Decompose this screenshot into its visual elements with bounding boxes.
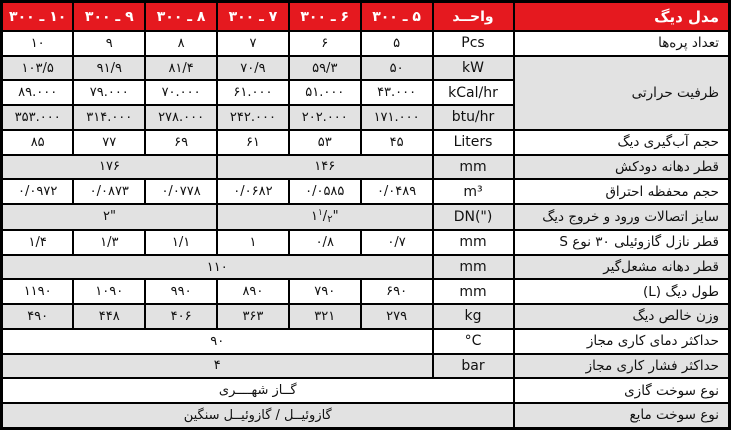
unit-cell-btu: btu/hr	[433, 105, 514, 130]
value-cell: ۹	[73, 31, 145, 56]
value-cell: ۰/۰۴۸۹	[361, 179, 433, 204]
value-cell: ۱۰	[2, 31, 74, 56]
row-net-weight	[2, 304, 730, 329]
header-model-300-8: ۳۰۰ ـ ۸	[145, 2, 217, 32]
value-cell: ۷۰/۹	[217, 56, 289, 81]
value-cell: ۱/۳	[73, 230, 145, 255]
table-header-row	[2, 2, 730, 32]
value-cell: ۱/۴	[2, 230, 74, 255]
value-cell: ۳۱۴.۰۰۰	[73, 105, 145, 130]
value-cell: ۴۰۶	[145, 304, 217, 329]
value-cell: ۲۷۸.۰۰۰	[145, 105, 217, 130]
value-cell: ۰/۰۹۷۲	[2, 179, 74, 204]
row-max-temperature	[2, 329, 730, 354]
row-combustion-chamber	[2, 179, 730, 204]
value-cell: ۱۰۳/۵	[2, 56, 74, 81]
value-cell: ۳۵۳.۰۰۰	[2, 105, 74, 130]
row-chimney-diameter	[2, 155, 730, 180]
value-cell: ۳۶۳	[217, 304, 289, 329]
unit-cell-fins: Pcs	[433, 31, 514, 56]
value-cell-liquid-fuel: گازوئیــل / گازوئیــل سنگین	[2, 403, 514, 429]
row-label-length: طول دیگ (L)	[514, 279, 730, 304]
row-capacity-kw	[2, 56, 730, 81]
row-label-burner-opening: قطر دهانه مشعل‌گیر	[514, 255, 730, 280]
row-label-weight: وزن خالص دیگ	[514, 304, 730, 329]
header-model-300-6: ۳۰۰ ـ ۶	[289, 2, 361, 32]
row-max-pressure	[2, 354, 730, 379]
value-cell: ۶	[289, 31, 361, 56]
fraction-numerator: ۱	[317, 208, 323, 219]
inch-mark: "	[332, 209, 339, 225]
header-model-300-9: ۳۰۰ ـ ۹	[73, 2, 145, 32]
value-cell: ۰/۷	[361, 230, 433, 255]
value-cell: ۷۹.۰۰۰	[73, 80, 145, 105]
value-cell: ۳۲۱	[289, 304, 361, 329]
value-cell: ۸۵	[2, 130, 74, 155]
header-model-300-10: ۳۰۰ ـ ۱۰	[2, 2, 74, 32]
unit-cell-chamber: m³	[433, 179, 514, 204]
value-cell: ۶۱	[217, 130, 289, 155]
value-cell: ۴۹۰	[2, 304, 74, 329]
value-cell: ۰/۸	[289, 230, 361, 255]
inch-fraction	[311, 208, 339, 225]
unit-cell-kcal: kCal/hr	[433, 80, 514, 105]
header-model-label: مدل دیگ	[514, 2, 730, 32]
unit-cell-connections: DN(")	[433, 204, 514, 230]
unit-cell-weight: kg	[433, 304, 514, 329]
row-gas-fuel-type	[2, 378, 730, 403]
value-cell: ۱۷۱.۰۰۰	[361, 105, 433, 130]
value-cell: ۹۹۰	[145, 279, 217, 304]
value-cell: ۲۰۲.۰۰۰	[289, 105, 361, 130]
value-cell: ۷	[217, 31, 289, 56]
row-label-max-temp: حداکثر دمای کاری مجاز	[514, 329, 730, 354]
value-cell: ۷۷	[73, 130, 145, 155]
value-cell: ۷۰.۰۰۰	[145, 80, 217, 105]
value-cell-burner-opening: ۱۱۰	[2, 255, 433, 280]
value-cell: ۸	[145, 31, 217, 56]
unit-cell-nozzle: mm	[433, 230, 514, 255]
value-cell: ۵۰	[361, 56, 433, 81]
row-label-chimney: قطر دهانه دودکش	[514, 155, 730, 180]
value-cell: ۵	[361, 31, 433, 56]
row-boiler-length	[2, 279, 730, 304]
fraction-slash: /	[322, 209, 328, 225]
row-label-liquid-fuel: نوع سوخت مایع	[514, 403, 730, 429]
value-cell: ۲۷۹	[361, 304, 433, 329]
fraction-denominator: ۲	[327, 214, 333, 226]
value-cell-max-temp: ۹۰	[2, 329, 433, 354]
value-cell: ۸۱/۴	[145, 56, 217, 81]
value-cell-dn-small	[217, 204, 432, 230]
unit-cell-water: Liters	[433, 130, 514, 155]
value-cell: ۱۰۹۰	[73, 279, 145, 304]
value-cell: ۱/۱	[145, 230, 217, 255]
row-nozzle-diameter	[2, 230, 730, 255]
unit-cell-length: mm	[433, 279, 514, 304]
row-liquid-fuel-type	[2, 403, 730, 429]
value-cell: ۹۱/۹	[73, 56, 145, 81]
value-cell-max-pressure: ۴	[2, 354, 433, 379]
row-water-volume	[2, 130, 730, 155]
row-label-chamber: حجم محفظه احتراق	[514, 179, 730, 204]
value-cell: ۰/۰۷۷۸	[145, 179, 217, 204]
row-label-water: حجم آب‌گیری دیگ	[514, 130, 730, 155]
value-cell: ۴۴۸	[73, 304, 145, 329]
value-cell: ۰/۰۶۸۲	[217, 179, 289, 204]
value-cell: ۲۴۲.۰۰۰	[217, 105, 289, 130]
value-cell: ۵۱.۰۰۰	[289, 80, 361, 105]
header-model-300-5: ۳۰۰ ـ ۵	[361, 2, 433, 32]
value-cell: ۰/۰۸۷۳	[73, 179, 145, 204]
unit-cell-chimney: mm	[433, 155, 514, 180]
unit-cell-burner-opening: mm	[433, 255, 514, 280]
value-cell-dn-large: ۲"	[2, 204, 218, 230]
row-burner-opening	[2, 255, 730, 280]
value-cell: ۱۱۹۰	[2, 279, 74, 304]
unit-cell-max-temp: °C	[433, 329, 514, 354]
row-connections-size	[2, 204, 730, 230]
value-cell: ۰/۰۵۸۵	[289, 179, 361, 204]
value-cell: ۵۳	[289, 130, 361, 155]
row-label-max-pressure: حداکثر فشار کاری مجاز	[514, 354, 730, 379]
header-model-300-7: ۳۰۰ ـ ۷	[217, 2, 289, 32]
row-label-nozzle: قطر نازل گازوئیلی ۳۰ نوع S	[514, 230, 730, 255]
value-cell-gas-fuel: گــاز شهــــری	[2, 378, 514, 403]
value-cell: ۶۱.۰۰۰	[217, 80, 289, 105]
value-cell: ۸۹.۰۰۰	[2, 80, 74, 105]
value-cell: ۷۹۰	[289, 279, 361, 304]
value-cell: ۸۹۰	[217, 279, 289, 304]
value-cell-chimney-small: ۱۴۶	[217, 155, 432, 180]
value-cell: ۶۹	[145, 130, 217, 155]
value-cell: ۱	[217, 230, 289, 255]
unit-cell-kw: kW	[433, 56, 514, 81]
row-label-fins: تعداد پره‌ها	[514, 31, 730, 56]
row-label-connections: سایز اتصالات ورود و خروج دیگ	[514, 204, 730, 230]
value-cell: ۴۵	[361, 130, 433, 155]
row-fins	[2, 31, 730, 56]
value-cell: ۴۳.۰۰۰	[361, 80, 433, 105]
unit-cell-max-pressure: bar	[433, 354, 514, 379]
header-unit-label: واحــد	[433, 2, 514, 32]
value-cell: ۵۹/۳	[289, 56, 361, 81]
row-label-gas-fuel: نوع سوخت گازی	[514, 378, 730, 403]
row-label-capacity: ظرفیت حرارتی	[514, 56, 730, 130]
fraction-whole: ۱	[310, 209, 318, 225]
value-cell: ۶۹۰	[361, 279, 433, 304]
value-cell-chimney-large: ۱۷۶	[2, 155, 218, 180]
